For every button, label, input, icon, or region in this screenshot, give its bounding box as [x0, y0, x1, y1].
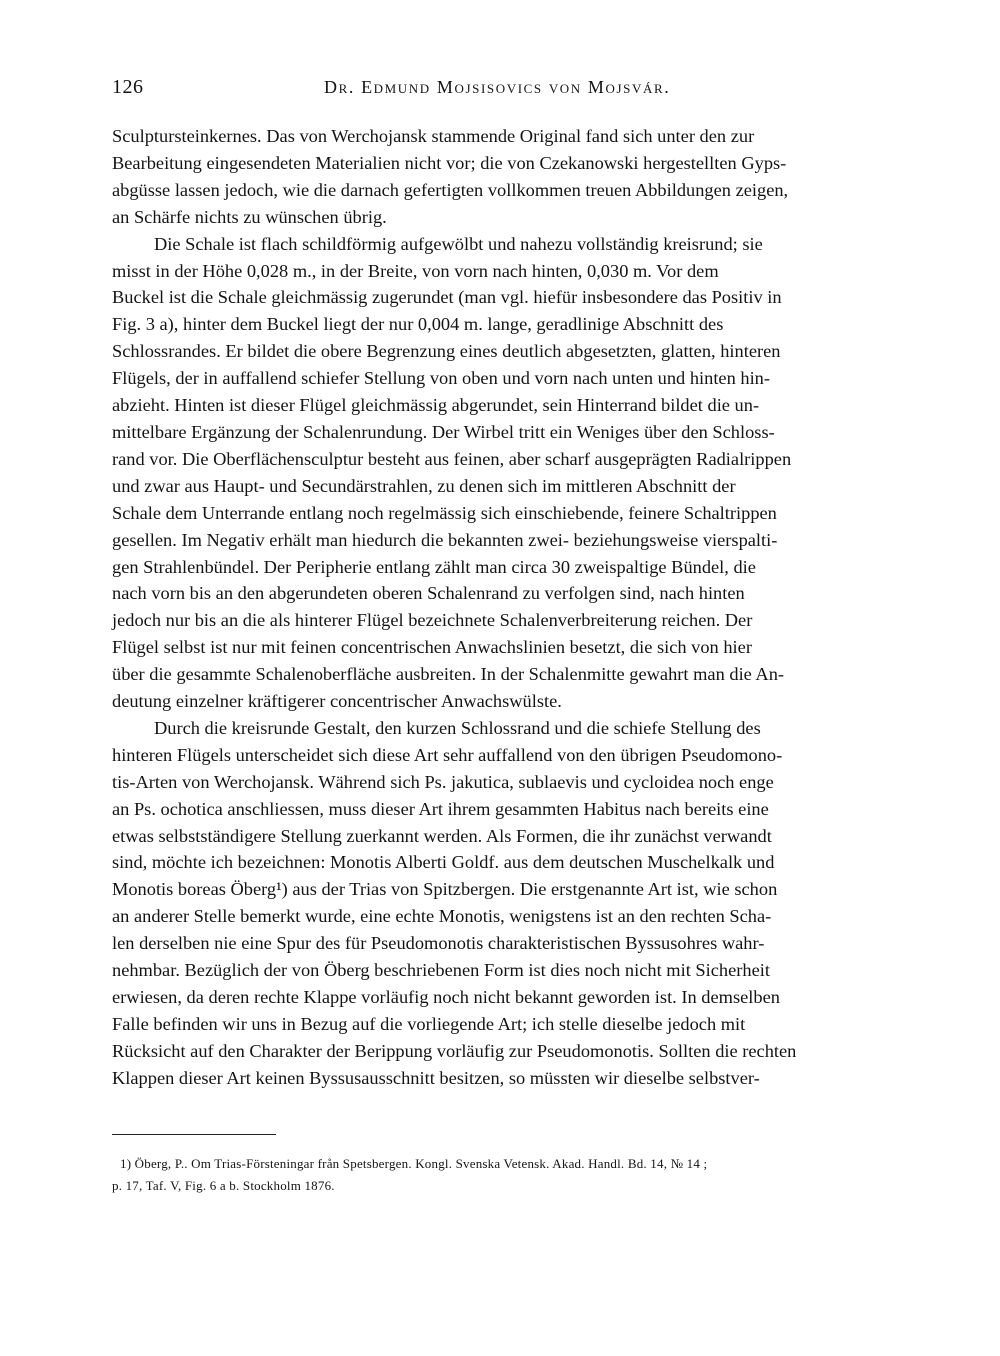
running-head: Dr. Edmund Mojsisovics von Mojsvár. [324, 77, 671, 97]
page-header [112, 76, 902, 104]
paragraph-3: Durch die kreisrunde Gestalt, den kurzen Schlossrand und die schiefe Stellung des hinteren Flügels unterscheidet sich diese Art sehr auffallend von den übrigen Pseudomono- tis-Arten von Werchojansk. Während sich Ps. jakutica, sublaevis und cycloidea noch enge an Ps. ochotica anschliessen, muss dieser Art ihrem gesammten Habitus nach bereits eine etwas selbstständigere Stellung zuerkannt werden. Als Formen, die ihr zunächst verwandt sind, möchte ich bezeichnen: Monotis Alberti Goldf. aus dem deutschen Muschelkalk und Monotis boreas Öberg¹) aus der Trias von Spitzbergen. Die erstgenannte Art ist, wie schon an anderer Stelle bemerkt wurde, eine echte Monotis, wenigstens ist an den rechten Scha- len derselben nie eine Spur des für Pseudomonotis charakteristischen Byssusohres wahr- nehmbar. Bezüglich der von Öberg beschriebenen Form ist dies noch nicht mit Sicherheit erwiesen, da deren rechte Klappe vorläufig noch nicht bekannt geworden ist. In demselben Falle befinden wir uns in Bezug auf die vorliegende Art; ich stelle dieselbe jedoch mit Rücksicht auf den Charakter der Berippung vorläufig zur Pseudomonotis. Sollten die rechten Klappen dieser Art keinen Byssusausschnitt besitzen, so müssten wir dieselbe selbstver- [112, 717, 797, 1088]
page-number: 126 [112, 76, 144, 98]
footnote-1: 1) Öberg, P.. Om Trias-Försteningar från Spetsbergen. Kongl. Svenska Vetensk. Akad. Handl. Bd. 14, № 14 ; p. 17, Taf. V, Fig. 6 a b. Stockholm 1876. [112, 1156, 708, 1193]
footnote-separator [112, 1134, 276, 1135]
body-text [112, 123, 902, 1092]
paragraph-2: Die Schale ist flach schildförmig aufgewölbt und nahezu vollständig kreisrund; sie misst in der Höhe 0,028 m., in der Breite, von vorn nach hinten, 0,030 m. Vor dem Buckel ist die Schale gleichmässig zugerundet (man vgl. hiefür insbesondere das Positiv in Fig. 3 a), hinter dem Buckel liegt der nur 0,004 m. lange, geradlinige Abschnitt des Schlossrandes. Er bildet die obere Begrenzung eines deutlich abgesetzten, glatten, hinteren Flügels, der in auffallend schiefer Stellung von oben und vorn nach unten und hinten hin- abzieht. Hinten ist dieser Flügel gleichmässig abgerundet, sein Hinterrand bildet die un- mittelbare Ergänzung der Schalenrundung. Der Wirbel tritt ein Weniges über den Schloss- rand vor. Die Oberflächensculptur besteht aus feinen, aber scharf ausgeprägten Radialrippen und zwar aus Haupt- und Secundärstrahlen, zu denen sich im mittleren Abschnitt der Schale dem Unterrande entlang noch regelmässig sich einschiebende, feinere Schaltrippen gesellen. Im Negativ erhält man hiedurch die bekannten zwei- beziehungsweise vierspalti- gen Strahlenbündel. Der Peripherie entlang zählt man circa 30 zweispaltige Bündel, die nach vorn bis an den abgerundeten oberen Schalenrand zu verfolgen sind, nach hinten jedoch nur bis an die als hinterer Flügel bezeichnete Schalenverbreiterung reichen. Der Flügel selbst ist nur mit feinen concentrischen Anwachslinien besetzt, die sich von hier über die gesammte Schalenoberfläche ausbreiten. In der Schalenmitte gewahrt man die An- deutung einzelner kräftigerer concentrischer Anwachswülste. [112, 233, 792, 712]
paragraph-1: Sculptursteinkernes. Das von Werchojansk stammende Original fand sich unter den zur Bearbeitung eingesendeten Materialien nicht vor; die von Czekanowski hergestellten Gyps- abgüsse lassen jedoch, wie die darnach gefertigten vollkommen treuen Abbildungen zeigen, an Schärfe nichts zu wünschen übrig. [112, 126, 789, 227]
footnotes [112, 1153, 902, 1197]
